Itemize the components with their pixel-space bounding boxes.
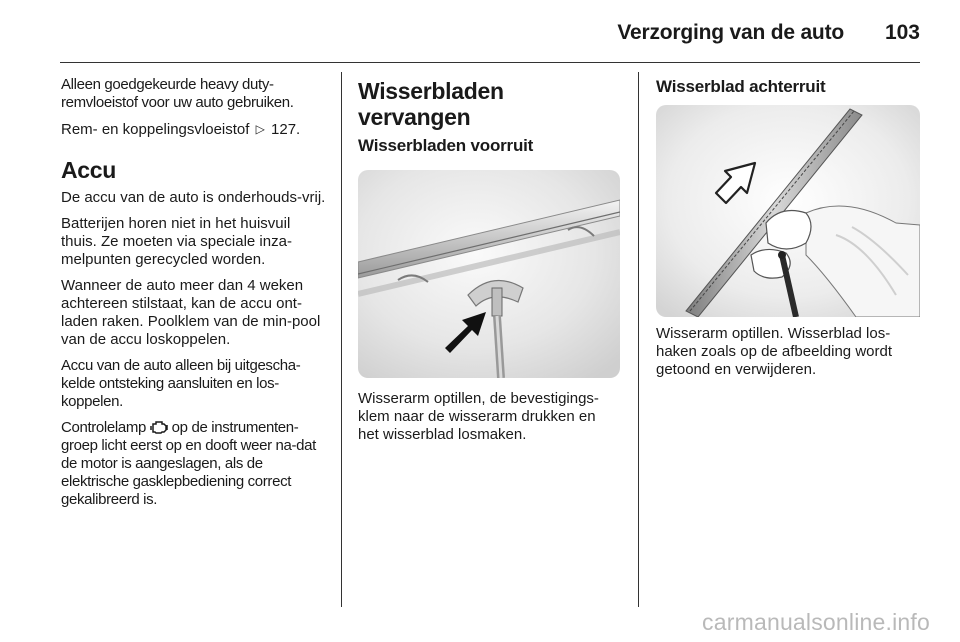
control-lamp-text-before: Controlelamp xyxy=(61,419,147,436)
front-wiper-illustration xyxy=(358,170,620,378)
heading-wiper-replace: Wisserbladen vervangen xyxy=(358,78,504,130)
column-1 xyxy=(61,72,329,517)
triangle-right-icon: ▷ xyxy=(255,122,265,136)
watermark: carmanualsonline.info xyxy=(702,609,930,635)
brake-ref-text: Rem- en koppelingsvloeistof xyxy=(61,121,250,138)
subheading-front-wiper: Wisserbladen voorruit xyxy=(358,136,534,155)
section-title: Verzorging van de auto xyxy=(617,21,844,44)
caption-rear-wiper: Wisserarm optillen. Wisserblad los-haken zoals op de afbeelding wordt getoond en verwijderen. xyxy=(656,325,893,378)
paragraph-accu-4: Accu van de auto alleen bij uitgescha-kelde ontsteking aansluiten en los-koppelen. xyxy=(61,357,301,410)
paragraph-accu-3: Wanneer de auto meer dan 4 weken achtereen stilstaat, kan de accu ont-laden raken. Poolklem van de min-pool van de accu loskoppelen. xyxy=(61,277,321,348)
column-divider xyxy=(341,72,342,607)
column-3 xyxy=(656,72,920,387)
page-header xyxy=(60,0,920,63)
paragraph-brake-ref xyxy=(61,120,329,139)
column-divider xyxy=(638,72,639,607)
rear-wiper-illustration xyxy=(656,105,920,317)
paragraph-accu-2: Batterijen horen niet in het huisvuil thuis. Ze moeten via speciale inza-melpunten gerecycled worden. xyxy=(61,215,292,268)
paragraph-accu-1: De accu van de auto is onderhouds-vrij. xyxy=(61,189,326,206)
paragraph-brake-fluid: Alleen goedgekeurde heavy duty-remvloeistof voor uw auto gebruiken. xyxy=(61,76,294,111)
subheading-rear-wiper: Wisserblad achterruit xyxy=(656,77,826,96)
paragraph-accu-5 xyxy=(61,419,329,509)
control-lamp-text-after: op de instrumenten-groep licht eerst op en dooft weer na-dat de motor is aangeslagen, als de elektrische gasklepbediening correct gekalibreerd is. xyxy=(61,419,316,508)
caption-front-wiper: Wisserarm optillen, de bevestigings-klem naar de wisserarm drukken en het wisserblad losmaken. xyxy=(358,390,599,443)
brake-ref-page[interactable]: 127. xyxy=(271,121,301,138)
engine-control-lamp-icon xyxy=(150,419,168,435)
column-2 xyxy=(358,72,620,452)
page-number: 103 xyxy=(884,21,920,44)
heading-accu: Accu xyxy=(61,157,117,183)
